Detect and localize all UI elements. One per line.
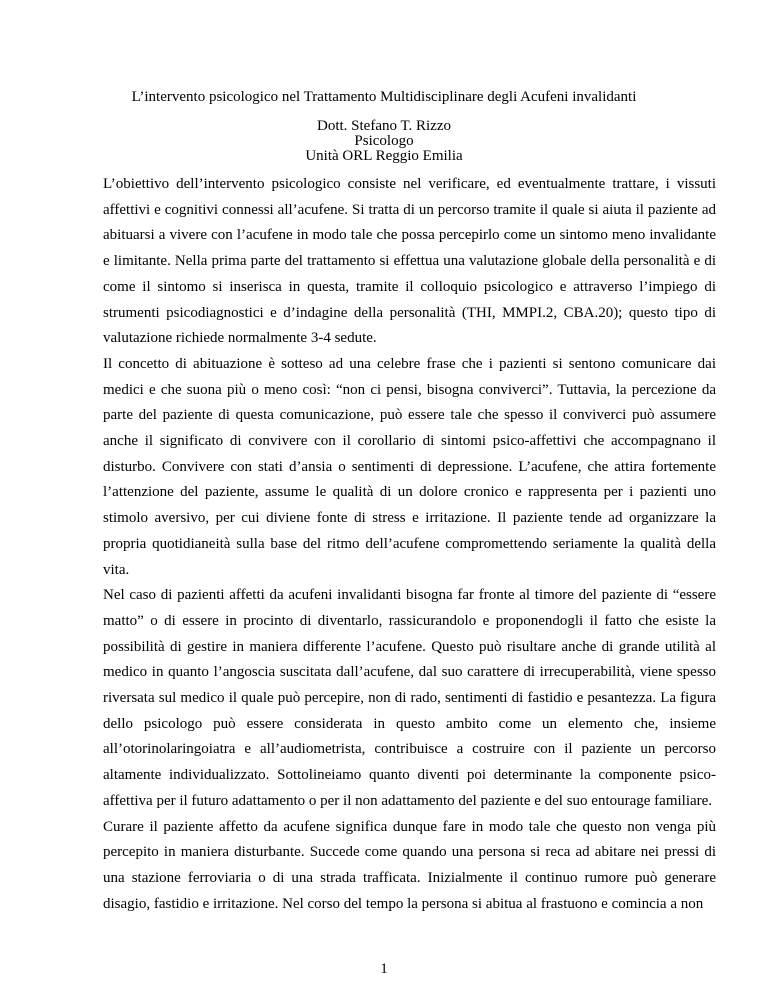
paragraph: Curare il paziente affetto da acufene significa dunque fare in modo tale che questo non venga più percepito in maniera disturbante. Succede come quando una persona si reca ad abitare nei pressi di una stazione ferroviaria o di una strada trafficata. Inizialmente il continuo rumore può generare disagio, fastidio e irritazione. Nel corso del tempo la persona si abitua al frastuono e comincia a non	[103, 818, 716, 912]
paragraph: Il concetto di abituazione è sotteso ad una celebre frase che i pazienti si sentono comunicare dai medici e che suona più o meno così: “non ci pensi, bisogna conviverci”. Tuttavia, la percezione da parte del paziente di questa comunicazione, può essere tale che spesso il conviverci può assumere anche il significato di convivere con il corollario di sintomi psico-affettivi che accompagnano il disturbo. Convivere con stati d’ansia o sentimenti di depressione. L’acufene, che attira fortemente l’attenzione del paziente, assume le qualità di un dolore cronico e rappresenta per i pazienti uno stimolo aversivo, per cui diviene fonte di stress e irritazione. Il paziente tende ad organizzare la propria quotidianeità sulla base del ritmo dell’acufene compromettendo seriamente la qualità della vita.	[103, 355, 716, 578]
author-name: Dott. Stefano T. Rizzo	[316, 118, 451, 134]
author-role: Psicologo	[354, 133, 414, 149]
document-title: L’intervento psicologico nel Trattamento Multidisciplinare degli Acufeni invalidanti	[131, 89, 637, 105]
document-body	[103, 172, 716, 917]
author-affiliation: Unità ORL Reggio Emilia	[305, 148, 463, 164]
paragraph: Nel caso di pazienti affetti da acufeni invalidanti bisogna far fronte al timore del paziente di “essere matto” o di essere in procinto di diventarlo, rassicurandolo e proponendogli il fatto che esiste la possibilità di gestire in maniera differente l’acufene. Questo può risultare anche di grande utilità al medico in quanto l’angoscia suscitata dall’acufene, dal suo carattere di irrecuperabilità, viene spesso riversata sul medico il quale può percepire, non di rado, sentimenti di fastidio e pesantezza. La figura dello psicologo può essere considerata in questo ambito come un elemento che, insieme all’otorinolaringoiatra e all’audiometrista, contribuisce a costruire con il paziente un percorso altamente individualizzato. Sottolineiamo quanto diventi poi determinante la componente psico-affettiva per il futuro adattamento o per il non adattamento del paziente e del suo entourage familiare.	[103, 587, 716, 809]
paragraph: L’obiettivo dell’intervento psicologico consiste nel verificare, ed eventualmente trattare, i vissuti affettivi e cognitivi connessi all’acufene. Si tratta di un percorso tramite il quale si aiuta il paziente ad abituarsi a vivere con l’acufene in modo tale che possa percepirlo come un sintomo meno invalidante e limitante. Nella prima parte del trattamento si effettua una valutazione globale della personalità e di come il sintomo si inserisca in questa, tramite il colloquio psicologico e attraverso l’impiego di strumenti psicodiagnostici e d’indagine della personalità (THI, MMPI.2, CBA.20); questo tipo di valutazione richiede normalmente 3-4 sedute.	[103, 176, 716, 347]
page-number: 1	[380, 961, 388, 977]
